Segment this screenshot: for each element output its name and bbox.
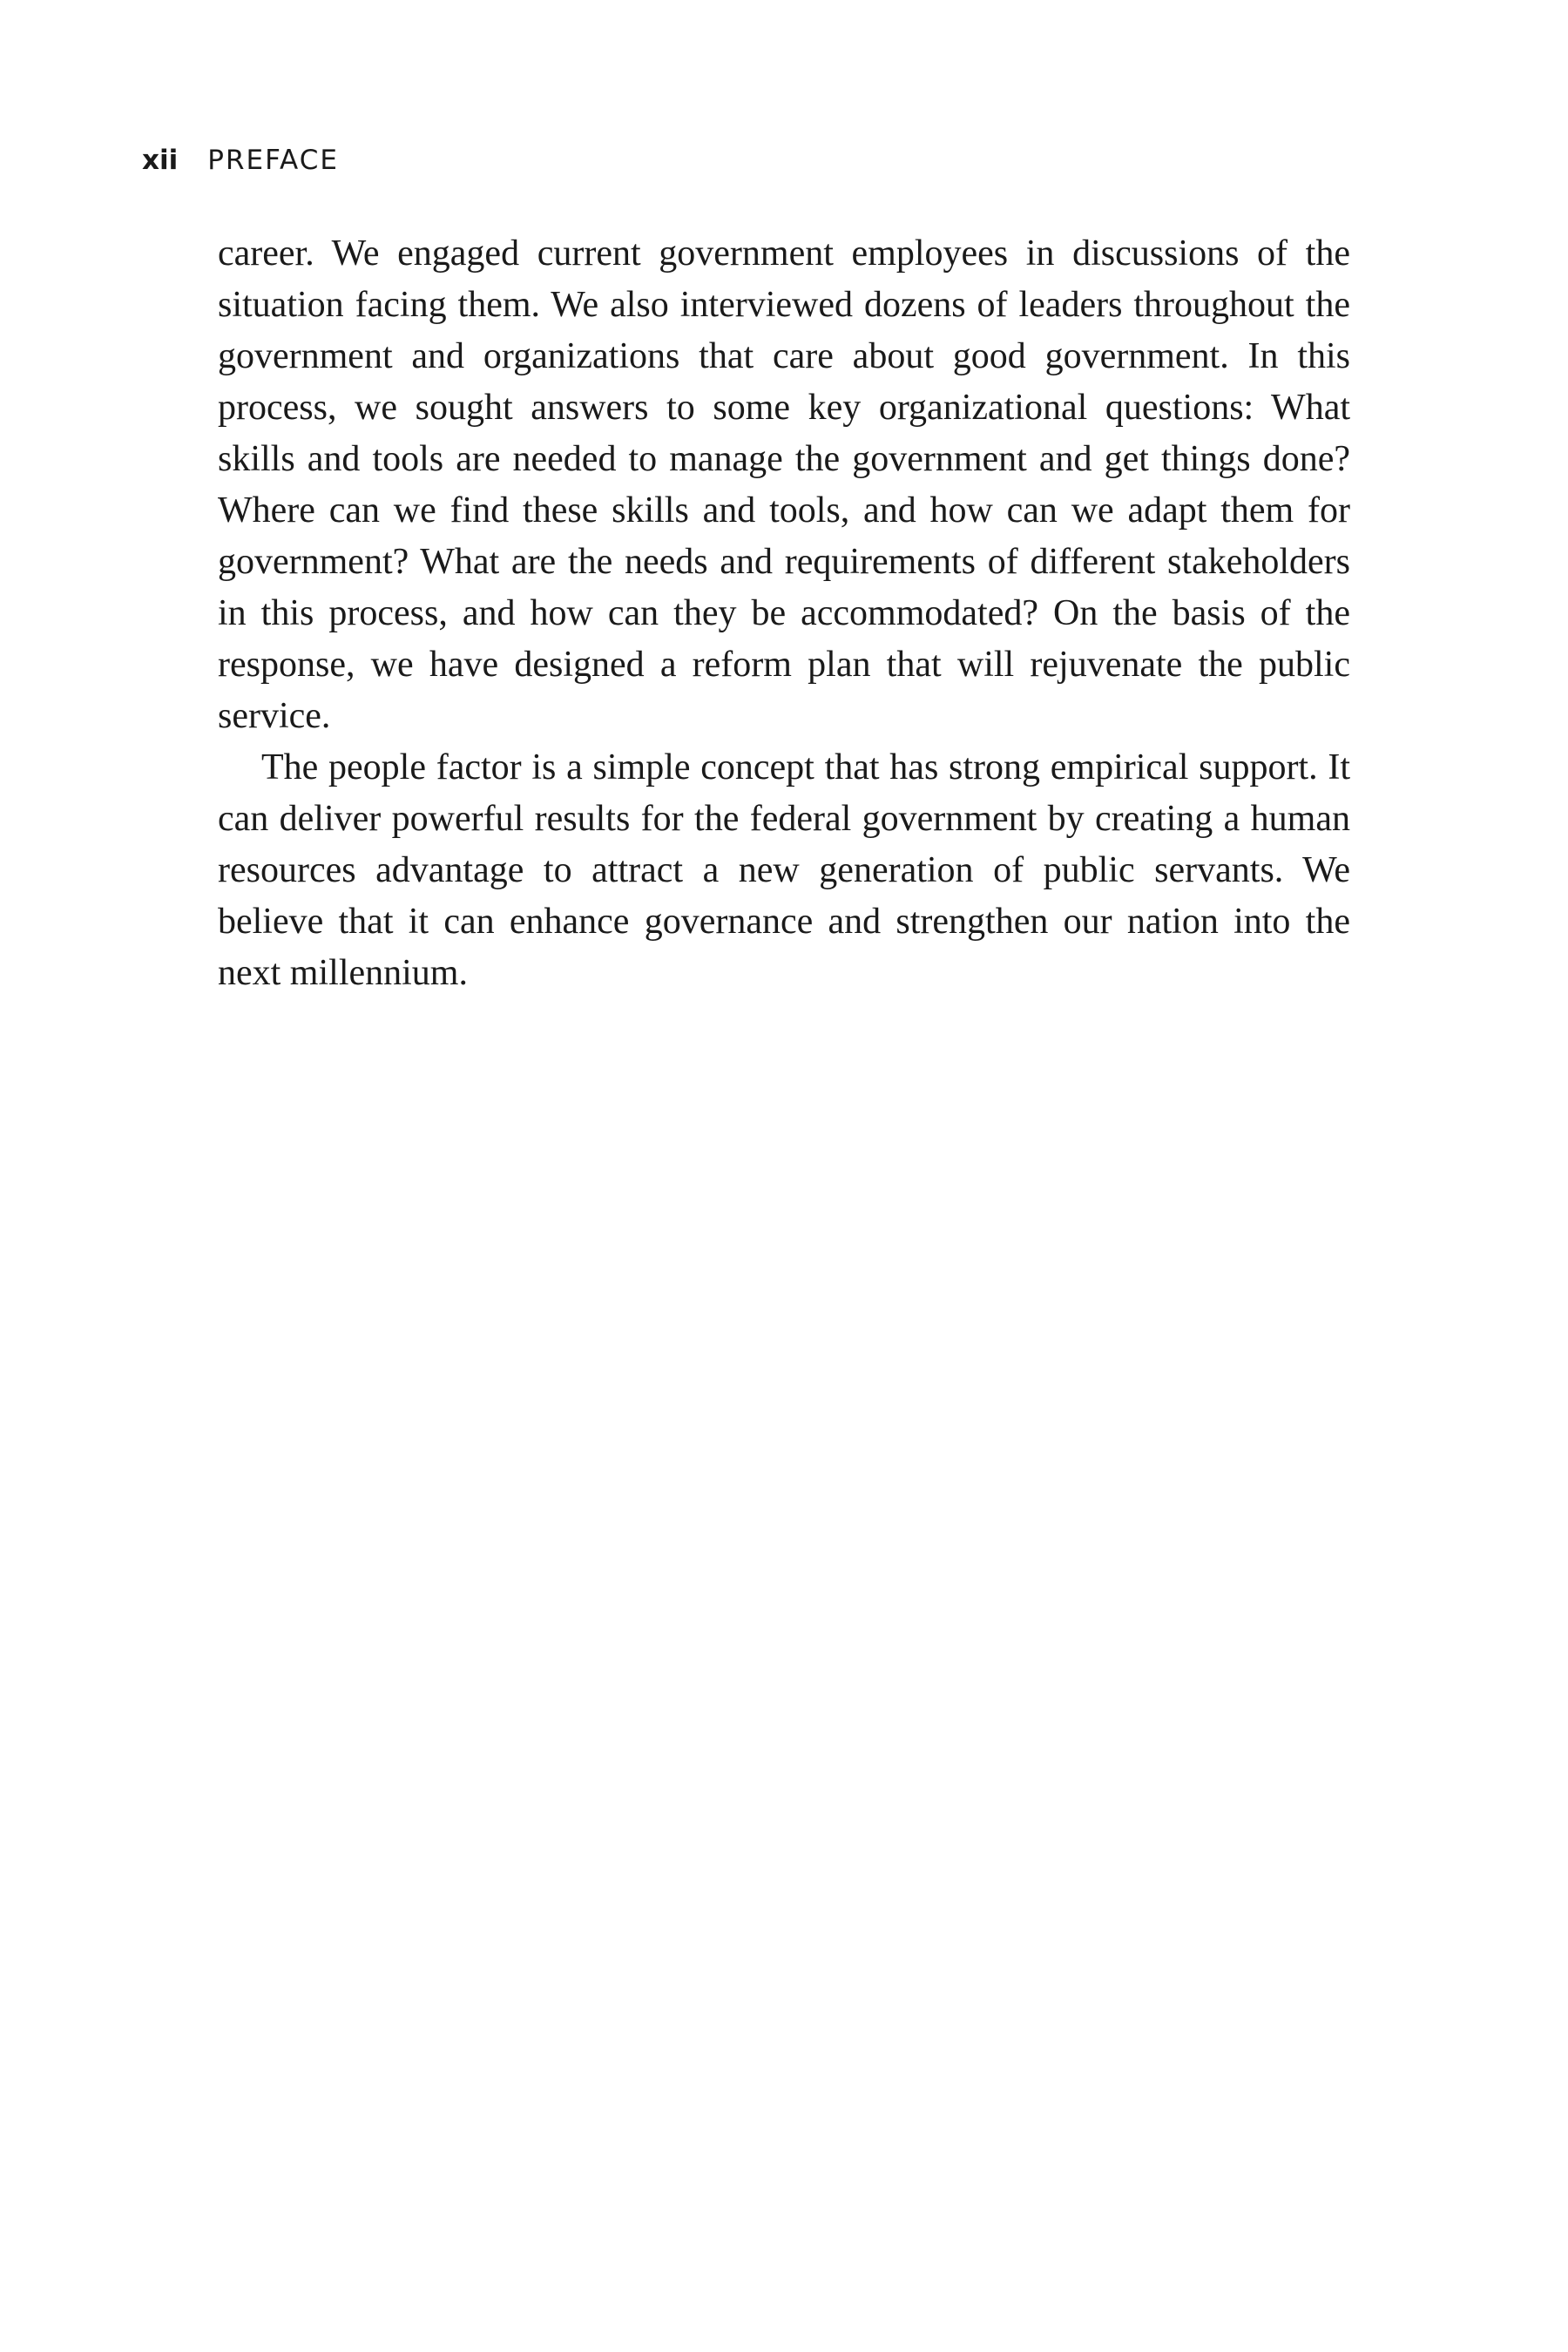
paragraph-people-factor: The people factor is a simple concept that has strong empirical support. It can deliver powerful results for the federal government by creating a human resources advantage to attract a new generation of public servants. We believe that it can enhance governance and strengthen our nation into the next millennium. [218,747,1350,993]
paragraph-continued: career. We engaged current government employees in discussions of the situation facing them. We also interviewed dozens of leaders throughout the government and organizations that care about good government. In this process, we sought answers to some key organizational questions: What skills and tools are needed to manage the government and get things done? Where can we find these skills and tools, and how can we adapt them for government? What are the needs and requirements of different stakeholders in this process, and how can they be accommodated? On the basis of the response, we have designed a reform plan that will rejuvenate the public service. [218,233,1350,736]
running-head [142,145,339,176]
body-text [218,228,1350,999]
section-title: PREFACE [207,145,339,176]
page-number: xii [142,145,179,176]
